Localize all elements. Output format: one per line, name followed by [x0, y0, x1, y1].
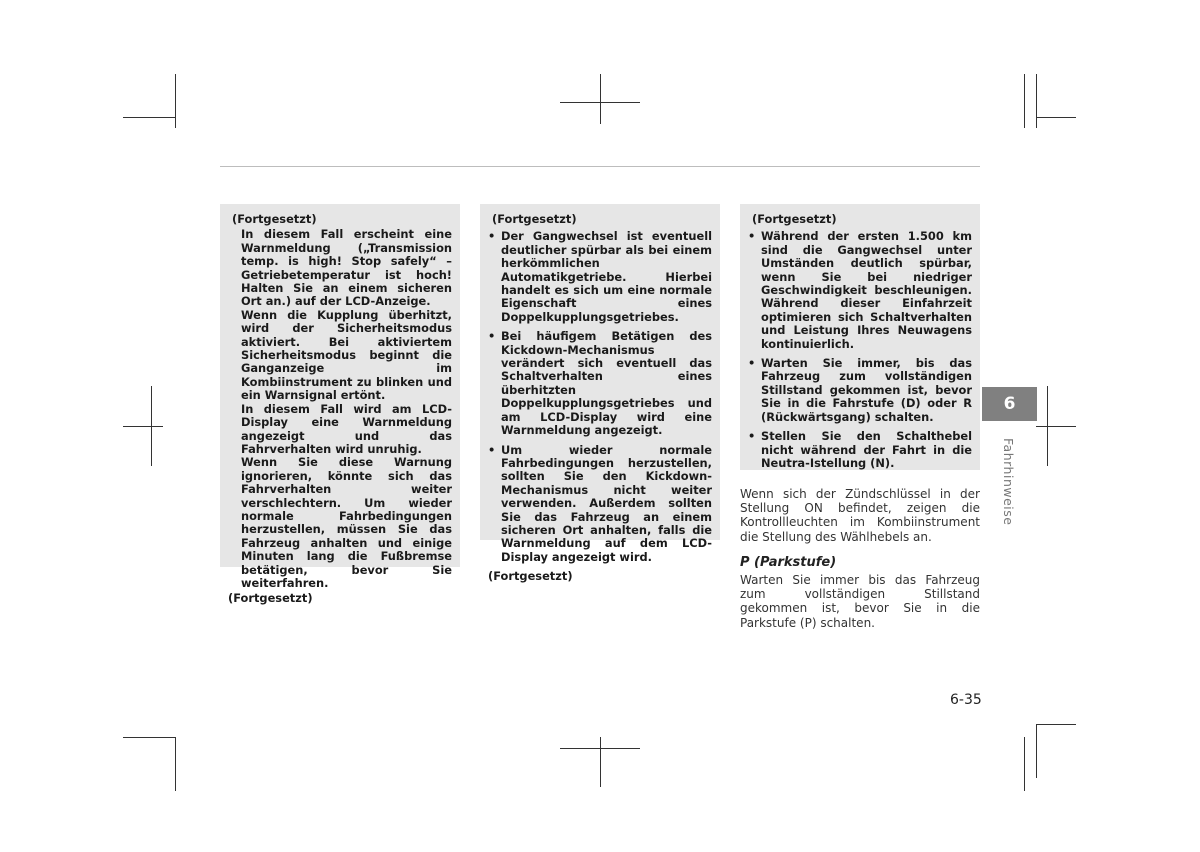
- continued-heading: (Fortgesetzt): [492, 212, 577, 226]
- paragraph: Wenn die Kupplung überhitzt, wird der Sicherheitsmodus aktiviert. Bei aktiviertem Sicherheitsmodus beginnt die Ganganzeige im Kombiinstrument zu blinken und ein Warnsignal ertönt.: [241, 307, 452, 403]
- caution-box-col3: [740, 204, 980, 470]
- registration-mark: [600, 737, 601, 787]
- body-paragraph: Wenn sich der Zündschlüssel in der Stellung ON befindet, zeigen die Kontrollleuchten im Kombiinstrument die Stellung des Wählhebels an.: [740, 487, 980, 544]
- continued-heading: (Fortgesetzt): [752, 212, 837, 226]
- crop-mark: [175, 74, 176, 128]
- crop-mark: [1036, 724, 1076, 725]
- paragraph: In diesem Fall erscheint eine Warnmeldung („Transmission temp. is high! Stop safely“ – Getriebetemperatur ist hoch! Halten Sie an einem sicheren Ort an.) auf der LCD-Anzeige.: [241, 227, 452, 309]
- registration-mark: [560, 102, 640, 103]
- bullet-list: [748, 230, 972, 470]
- crop-mark: [123, 117, 175, 118]
- bullet-list: [488, 230, 712, 564]
- crop-mark: [1024, 74, 1025, 128]
- bullet-item: • Stellen Sie den Schalthebel nicht während der Fahrt in die Neutra-Istellung (N).: [748, 430, 972, 470]
- registration-mark: [1036, 426, 1076, 427]
- caution-box-col2: [480, 204, 720, 584]
- crop-mark: [1036, 117, 1076, 118]
- crop-mark: [123, 737, 175, 738]
- bullet-item: • Während der ersten 1.500 km sind die Gangwechsel unter Umständen deutlich spürbar, wenn Sie bei niedriger Geschwindigkeit beschleunigen. Während dieser Einfahrzeit optimieren sich Schaltverhalten und Leistung Ihres Neuwagens kontinuierlich.: [748, 230, 972, 351]
- registration-mark: [123, 426, 163, 427]
- page-number: 6-35: [950, 692, 982, 708]
- crop-mark: [1024, 737, 1025, 791]
- caution-box-col1: [220, 204, 460, 606]
- paragraph: In diesem Fall wird am LCD-Display eine Warnmeldung angezeigt und das Fahrverhalten wird unruhig.: [241, 401, 452, 456]
- bullet-item: • Bei häufigem Betätigen des Kickdown-Mechanismus verändert sich eventuell das Schaltverhalten eines überhitzten Doppelkupplungsgetriebes und am LCD-Display wird eine Warnmeldung angezeigt.: [488, 330, 712, 437]
- registration-mark: [560, 748, 640, 749]
- crop-mark: [1036, 724, 1037, 778]
- bullet-item: • Der Gangwechsel ist eventuell deutlicher spürbar als bei einem herkömmlichen Automatikgetriebe. Hierbei handelt es sich um eine normale Eigenschaft eines Doppelkupplungsgetriebes.: [488, 230, 712, 324]
- continued-heading: (Fortgesetzt): [232, 212, 317, 226]
- chapter-tab: 6: [982, 387, 1037, 421]
- continued-footer: (Fortgesetzt): [228, 591, 313, 606]
- bullet-item: • Um wieder normale Fahrbedingungen herzustellen, sollten Sie den Kickdown-Mechanismus nicht weiter verwenden. Außerdem sollten Sie das Fahrzeug an einem sicheren Ort anhalten, falls die Warnmeldung auf dem LCD-Display angezeigt wird.: [488, 444, 712, 565]
- continued-footer: (Fortgesetzt): [488, 569, 573, 584]
- header-rule: [220, 166, 980, 167]
- registration-mark: [600, 74, 601, 124]
- chapter-label: Fahrhinweise: [1001, 438, 1016, 526]
- section-subheading: P (Parkstufe): [740, 555, 837, 570]
- crop-mark: [1036, 74, 1037, 128]
- body-paragraph: Warten Sie immer bis das Fahrzeug zum vollständigen Stillstand gekommen ist, bevor Sie in die Parkstufe (P) schalten.: [740, 573, 980, 630]
- bullet-item: • Warten Sie immer, bis das Fahrzeug zum vollständigen Stillstand gekommen ist, bevor Sie in die Fahrstufe (D) oder R (Rückwärtsgang) schalten.: [748, 357, 972, 424]
- crop-mark: [175, 737, 176, 791]
- paragraph: Wenn Sie diese Warnung ignorieren, könnte sich das Fahrverhalten weiter verschlechtern. Um wieder normale Fahrbedingungen herzustellen, müssen Sie das Fahrzeug anhalten und einige Minuten lang die Fußbremse betätigen, bevor Sie weiterfahren.: [241, 455, 452, 590]
